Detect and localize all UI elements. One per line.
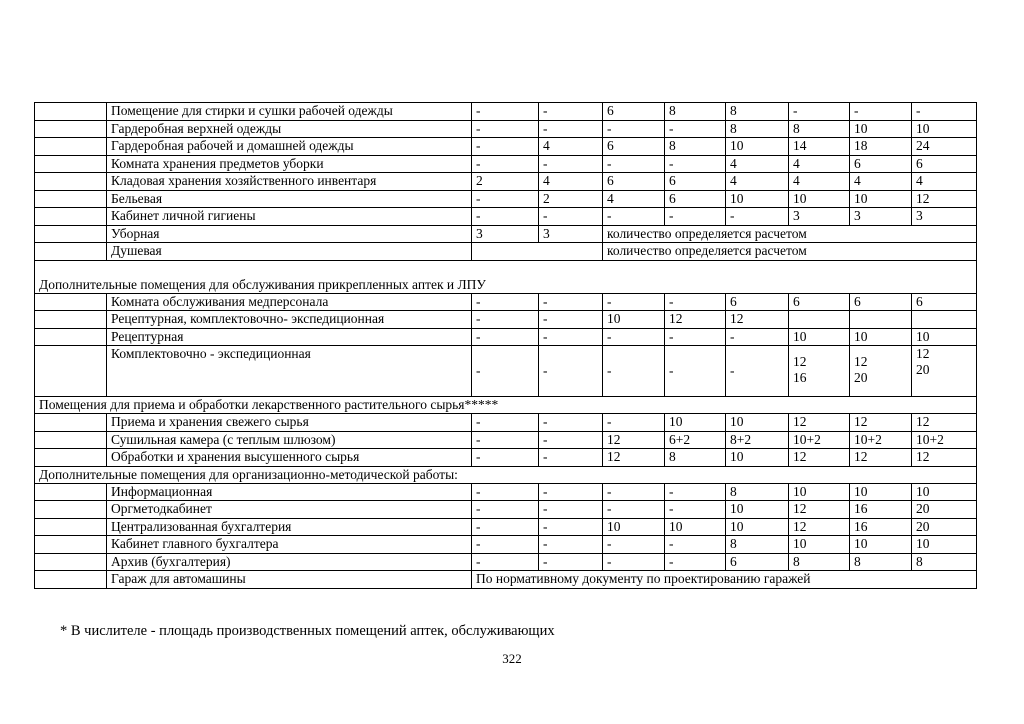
value-cell: 8+2 <box>726 431 789 449</box>
value-cell: 10 <box>789 483 850 501</box>
value-cell: - <box>472 190 539 208</box>
table-row <box>35 190 977 208</box>
value-cell: - <box>665 553 726 571</box>
room-label: Комплектовочно - экспедиционная <box>107 346 472 397</box>
value-cell: - <box>539 414 603 432</box>
room-label: Приема и хранения свежего сырья <box>107 414 472 432</box>
value-cell: - <box>472 414 539 432</box>
table-row <box>35 483 977 501</box>
room-label: Кабинет личной гигиены <box>107 208 472 226</box>
value-cell: 4 <box>726 155 789 173</box>
value-cell: - <box>472 536 539 554</box>
value-cell: - <box>539 155 603 173</box>
value-cell: 8 <box>665 138 726 156</box>
room-label: Оргметодкабинет <box>107 501 472 519</box>
value-cell: 8 <box>726 483 789 501</box>
value-cell: - <box>850 103 912 121</box>
room-label: Кладовая хранения хозяйственного инвентаря <box>107 173 472 191</box>
value-cell: - <box>603 553 665 571</box>
value-cell: 8 <box>789 553 850 571</box>
indent-cell <box>35 414 107 432</box>
value-cell: 6 <box>789 293 850 311</box>
value-cell: 10+2 <box>789 431 850 449</box>
value-cell: - <box>472 328 539 346</box>
table-row <box>35 120 977 138</box>
note-cell: количество определяется расчетом <box>603 243 977 261</box>
value-cell: 10 <box>912 536 977 554</box>
stacked-value: 12 <box>793 354 807 369</box>
value-cell: 3 <box>912 208 977 226</box>
value-cell: 12 <box>912 449 977 467</box>
value-cell: 8 <box>726 120 789 138</box>
value-cell: - <box>539 483 603 501</box>
room-label: Рецептурная, комплектовочно- экспедиционная <box>107 311 472 329</box>
indent-cell <box>35 328 107 346</box>
value-cell: 6 <box>603 173 665 191</box>
value-cell: 12 <box>603 431 665 449</box>
value-cell: - <box>472 311 539 329</box>
room-label: Гараж для автомашины <box>107 571 472 589</box>
value-cell: - <box>472 501 539 519</box>
value-cell: - <box>665 501 726 519</box>
value-cell: 10 <box>789 536 850 554</box>
value-cell: 12 <box>789 449 850 467</box>
value-cell: 8 <box>789 120 850 138</box>
value-cell: 4 <box>789 155 850 173</box>
value-cell: 6 <box>665 190 726 208</box>
value-cell <box>850 311 912 329</box>
value-cell: 20 <box>912 518 977 536</box>
indent-cell <box>35 483 107 501</box>
value-cell: 12 <box>850 414 912 432</box>
value-cell: - <box>603 346 665 397</box>
value-cell: - <box>472 449 539 467</box>
value-cell: 4 <box>539 173 603 191</box>
value-cell: 8 <box>726 103 789 121</box>
value-cell: 24 <box>912 138 977 156</box>
value-cell: - <box>472 518 539 536</box>
value-cell: - <box>539 536 603 554</box>
value-cell: 6 <box>603 138 665 156</box>
value-cell: - <box>472 208 539 226</box>
value-cell: 6 <box>850 155 912 173</box>
value-cell: - <box>539 518 603 536</box>
value-cell: 12 <box>912 414 977 432</box>
value-cell: 6 <box>912 293 977 311</box>
indent-cell <box>35 225 107 243</box>
room-label: Сушильная камера (с теплым шлюзом) <box>107 431 472 449</box>
room-label: Душевая <box>107 243 472 261</box>
value-cell: 10 <box>850 120 912 138</box>
value-cell-stacked <box>789 346 850 397</box>
table-row <box>35 501 977 519</box>
section-heading: Дополнительные помещения для организационно-методической работы: <box>35 466 977 483</box>
value-cell: - <box>603 536 665 554</box>
table-row <box>35 311 977 329</box>
value-cell: - <box>665 293 726 311</box>
value-cell: 10 <box>912 328 977 346</box>
value-cell: - <box>665 328 726 346</box>
value-cell: 10 <box>603 311 665 329</box>
value-cell: - <box>603 208 665 226</box>
indent-cell <box>35 571 107 589</box>
value-cell: 10 <box>726 414 789 432</box>
value-cell: 10 <box>726 449 789 467</box>
section-row <box>35 260 977 293</box>
room-label: Помещение для стирки и сушки рабочей одежды <box>107 103 472 121</box>
value-cell: 10 <box>665 518 726 536</box>
table-row <box>35 293 977 311</box>
value-cell: 10 <box>726 518 789 536</box>
value-cell <box>912 311 977 329</box>
value-cell: 10 <box>912 120 977 138</box>
room-label: Уборная <box>107 225 472 243</box>
room-label: Гардеробная верхней одежды <box>107 120 472 138</box>
value-cell: - <box>539 328 603 346</box>
value-cell: 6 <box>726 293 789 311</box>
value-cell: - <box>665 120 726 138</box>
value-cell: 20 <box>912 501 977 519</box>
note-cell: По нормативному документу по проектированию гаражей <box>472 571 977 589</box>
value-cell <box>789 311 850 329</box>
value-cell: - <box>539 501 603 519</box>
section-row <box>35 466 977 483</box>
value-cell: 6 <box>665 173 726 191</box>
indent-cell <box>35 103 107 121</box>
value-cell: - <box>472 155 539 173</box>
value-cell: - <box>539 449 603 467</box>
value-cell: - <box>912 103 977 121</box>
room-label: Комната обслуживания медперсонала <box>107 293 472 311</box>
value-cell: 8 <box>726 536 789 554</box>
indent-cell <box>35 155 107 173</box>
value-cell: 3 <box>789 208 850 226</box>
value-cell: - <box>665 346 726 397</box>
value-cell: - <box>472 120 539 138</box>
value-cell: 12 <box>726 311 789 329</box>
value-cell: 10 <box>789 328 850 346</box>
indent-cell <box>35 243 107 261</box>
room-label: Обработки и хранения высушенного сырья <box>107 449 472 467</box>
value-cell: 10 <box>850 190 912 208</box>
value-cell: 12 <box>850 449 912 467</box>
value-cell: - <box>603 328 665 346</box>
table-row <box>35 346 977 397</box>
room-label: Комната хранения предметов уборки <box>107 155 472 173</box>
value-cell: - <box>665 483 726 501</box>
value-cell: 10 <box>850 483 912 501</box>
value-cell: 6 <box>603 103 665 121</box>
value-cell: - <box>472 483 539 501</box>
footnote: * В числителе - площадь производственных помещений аптек, обслуживающих <box>60 623 555 639</box>
indent-cell <box>35 501 107 519</box>
indent-cell <box>35 346 107 397</box>
value-cell: 4 <box>726 173 789 191</box>
stacked-value: 20 <box>916 362 930 377</box>
value-cell: 6 <box>850 293 912 311</box>
table-row <box>35 103 977 121</box>
value-cell: - <box>539 103 603 121</box>
indent-cell <box>35 311 107 329</box>
value-cell: 4 <box>912 173 977 191</box>
table-row <box>35 536 977 554</box>
stacked-value: 20 <box>854 370 868 385</box>
indent-cell <box>35 553 107 571</box>
indent-cell <box>35 208 107 226</box>
value-cell: 10 <box>912 483 977 501</box>
indent-cell <box>35 138 107 156</box>
value-cell: - <box>472 553 539 571</box>
room-label: Централизованная бухгалтерия <box>107 518 472 536</box>
value-cell: 10 <box>850 536 912 554</box>
indent-cell <box>35 536 107 554</box>
value-cell: - <box>603 120 665 138</box>
value-cell: 2 <box>539 190 603 208</box>
value-cell: - <box>539 208 603 226</box>
value-cell: - <box>472 431 539 449</box>
value-cell: 10 <box>850 328 912 346</box>
value-cell: - <box>539 311 603 329</box>
value-cell: 8 <box>665 449 726 467</box>
table-row <box>35 571 977 589</box>
table-row <box>35 173 977 191</box>
indent-cell <box>35 173 107 191</box>
table-row <box>35 225 977 243</box>
value-cell: 10+2 <box>912 431 977 449</box>
value-cell: - <box>726 346 789 397</box>
value-cell-stacked <box>912 346 977 397</box>
value-cell: 10 <box>726 190 789 208</box>
value-cell: 8 <box>665 103 726 121</box>
value-cell: 16 <box>850 501 912 519</box>
value-cell: 6 <box>726 553 789 571</box>
table-row <box>35 553 977 571</box>
section-heading: Помещения для приема и обработки лекарственного растительного сырья***** <box>35 397 977 414</box>
value-cell: 16 <box>850 518 912 536</box>
value-cell: 10 <box>789 190 850 208</box>
stacked-value: 12 <box>854 354 868 369</box>
room-label: Гардеробная рабочей и домашней одежды <box>107 138 472 156</box>
value-cell: 6 <box>912 155 977 173</box>
value-cell: - <box>603 501 665 519</box>
section-row <box>35 397 977 414</box>
value-cell: - <box>726 208 789 226</box>
value-cell: 12 <box>789 414 850 432</box>
value-cell: 12 <box>603 449 665 467</box>
value-cell: 12 <box>789 518 850 536</box>
table-row <box>35 208 977 226</box>
value-cell: 2 <box>472 173 539 191</box>
value-cell: - <box>472 103 539 121</box>
stacked-value: 16 <box>793 370 807 385</box>
value-cell: 8 <box>912 553 977 571</box>
value-cell: 4 <box>850 173 912 191</box>
value-cell: - <box>472 346 539 397</box>
indent-cell <box>35 293 107 311</box>
value-cell: 14 <box>789 138 850 156</box>
value-cell: 18 <box>850 138 912 156</box>
value-cell: - <box>665 155 726 173</box>
value-cell: 10 <box>603 518 665 536</box>
value-cell: - <box>539 431 603 449</box>
table-row <box>35 138 977 156</box>
value-cell: 8 <box>850 553 912 571</box>
table-row <box>35 414 977 432</box>
value-cell: - <box>726 328 789 346</box>
table-row <box>35 518 977 536</box>
room-label: Архив (бухгалтерия) <box>107 553 472 571</box>
value-cell: - <box>539 293 603 311</box>
value-cell: - <box>472 293 539 311</box>
indent-cell <box>35 449 107 467</box>
value-cell: 3 <box>472 225 539 243</box>
value-cell: 10+2 <box>850 431 912 449</box>
value-cell: - <box>603 293 665 311</box>
indent-cell <box>35 518 107 536</box>
value-cell: 4 <box>789 173 850 191</box>
indent-cell <box>35 190 107 208</box>
value-cell: 3 <box>539 225 603 243</box>
empty-cell <box>472 243 603 261</box>
value-cell-stacked <box>850 346 912 397</box>
room-label: Информационная <box>107 483 472 501</box>
value-cell: 4 <box>603 190 665 208</box>
indent-cell <box>35 120 107 138</box>
value-cell: 3 <box>850 208 912 226</box>
value-cell: - <box>789 103 850 121</box>
value-cell: 12 <box>665 311 726 329</box>
value-cell: - <box>539 346 603 397</box>
page-number: 322 <box>502 651 522 666</box>
area-norms-table <box>34 102 977 589</box>
note-cell: количество определяется расчетом <box>603 225 977 243</box>
room-label: Рецептурная <box>107 328 472 346</box>
table-row <box>35 328 977 346</box>
value-cell: 10 <box>726 501 789 519</box>
value-cell: - <box>603 483 665 501</box>
room-label: Бельевая <box>107 190 472 208</box>
indent-cell <box>35 431 107 449</box>
section-heading: Дополнительные помещения для обслуживания прикрепленных аптек и ЛПУ <box>35 260 977 293</box>
value-cell: 12 <box>912 190 977 208</box>
value-cell: - <box>665 536 726 554</box>
table-row <box>35 243 977 261</box>
value-cell: - <box>539 120 603 138</box>
value-cell: - <box>472 138 539 156</box>
table-row <box>35 431 977 449</box>
value-cell: 10 <box>726 138 789 156</box>
value-cell: 12 <box>789 501 850 519</box>
value-cell: 6+2 <box>665 431 726 449</box>
value-cell: - <box>603 155 665 173</box>
value-cell: 4 <box>539 138 603 156</box>
value-cell: - <box>603 414 665 432</box>
value-cell: - <box>539 553 603 571</box>
stacked-value: 12 <box>916 346 930 361</box>
table-row <box>35 155 977 173</box>
value-cell: 10 <box>665 414 726 432</box>
table-row <box>35 449 977 467</box>
room-label: Кабинет главного бухгалтера <box>107 536 472 554</box>
value-cell: - <box>665 208 726 226</box>
